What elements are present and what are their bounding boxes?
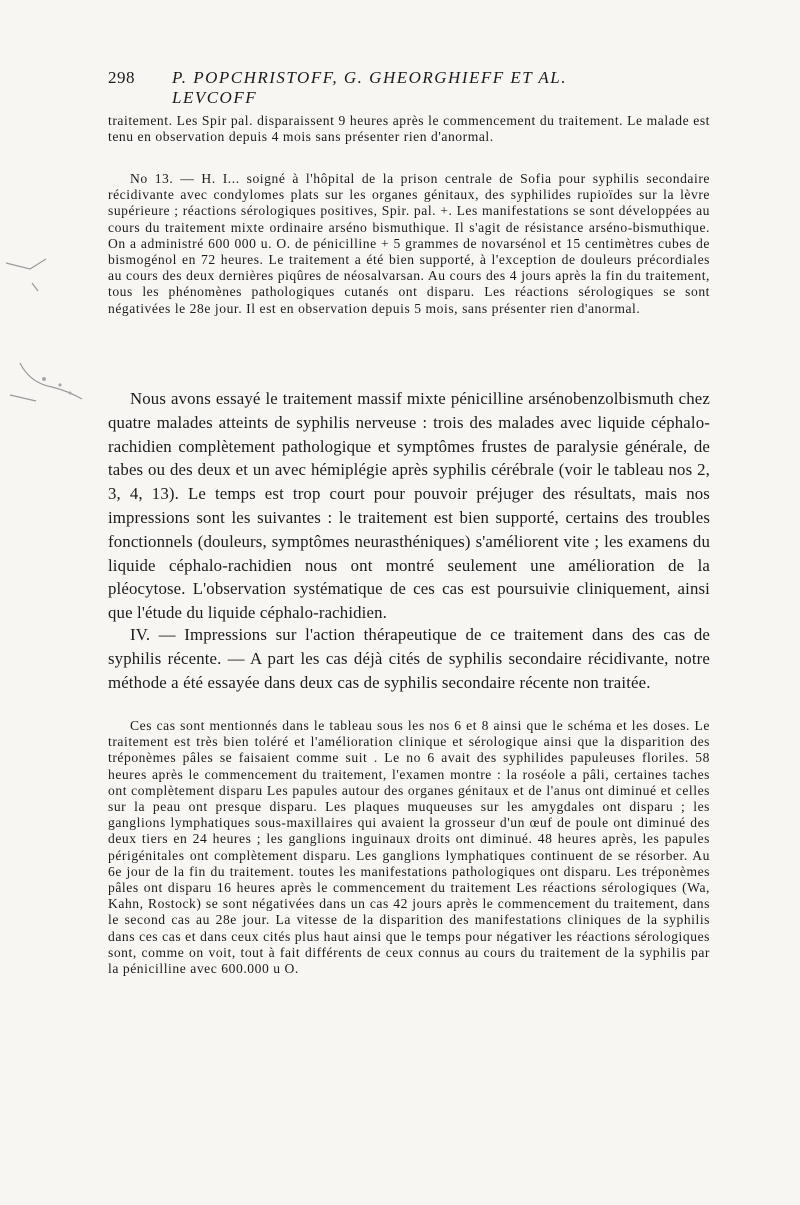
- paragraph-case-12-end: traitement. Les Spir pal. disparaissent 9 heures après le commencement du traitement. Le malade est tenu en observation depuis 4 mois sans présenter rien d'anormal.: [108, 113, 710, 145]
- paragraph-section-iv: IV. — Impressions sur l'action thérapeutique de ce traitement dans des cas de syphilis récente. — A part les cas déjà cités de syphilis secondaire récidivante, notre méthode a été essayée dans deux cas de syphilis secondaire récente non traitée.: [108, 625, 710, 692]
- running-head: P. POPCHRISTOFF, G. GHEORGHIEFF ET AL. LEVCOFF: [172, 68, 567, 107]
- paragraph-recent-cases: Ces cas sont mentionnés dans le tableau sous les nos 6 et 8 ainsi que le schéma et les doses. Le traitement est très bien toléré et l'amélioration clinique et sérologique ainsi que la disparition des tréponèmes pâles se faisaient comme suit . Le no 6 avait des syphilides papuleuses floriles. 58 heures après le commencement du traitement, l'examen montre : la roséole a pâli, certaines taches ont complètement disparu Les papules autour des organes génitaux et de l'anus ont diminué et celles sur la peau ont presque disparu. Les plaques muqueuses sur les amygdales ont disparu ; les ganglions lymphatiques sous-maxillaires qui avaient la grosseur d'un œuf de poule ont diminué des deux tiers en 24 heures ; les ganglions inguinaux droits ont diminué. 48 heures après, les papules périgénitales ont complètement disparu. Les ganglions lymphatiques continuent de se résorber. Au 6e jour de la fin du traitement. toutes les manifestations pathologiques ont disparu. Les tréponèmes pâles ont disparu 16 heures après le commencement du traitement Les réactions sérologiques (Wa, Kahn, Rostock) se sont négativées dans un cas 42 jours après le commencement du traitement, dans le second cas au 28e jour. La vitesse de la disparition des manifestations cliniques de la syphilis dans ces cas et dans ceux cités plus haut ainsi que le temps pour négativer les réactions sérologiques sont, comme on voit, tout à fait différents de ceux connus au cours du traitement de la syphilis par la pénicilline avec 600.000 u O.: [108, 718, 710, 977]
- margin-marks-decoration: [0, 255, 90, 425]
- paragraph-case-13: No 13. — H. I... soigné à l'hôpital de la prison centrale de Sofia pour syphilis secondaire récidivante avec condylomes plats sur les organes génitaux, des syphilides rupioïdes sur la lèvre supérieure ; réactions sérologiques positives, Spir. pal. +. Les manifestations se sont développées au cours du traitement mixte ordinaire arséno bismuthique. Il s'agit de résistance arséno-bismuthique. On a administré 600 000 u. O. de pénicilline + 5 grammes de novarsénol et 15 centimètres cubes de bismogénol en 72 heures. Le traitement a été bien supporté, à l'exception de douleurs précordiales au cours des deux dernières piqûres de néosalvarsan. Au cours des 4 jours après la fin du traitement, tous les phénomènes pathologiques cutanés ont disparu. Les réactions sérologiques se sont négativées le 28e jour. Il est en observation depuis 5 mois, sans présenter rien d'anormal.: [108, 171, 710, 316]
- paragraph-nerve-syphilis: Nous avons essayé le traitement massif mixte pénicilline arsénobenzolbismuth chez quatre malades atteints de syphilis nerveuse : trois des malades avec liquide céphalo-rachidien complètement pathologique et symptômes frustes de paralysie générale, de tabes ou des deux et un avec hémiplégie après syphilis cérébrale (voir le tableau nos 2, 3, 4, 13). Le temps est trop court pour pouvoir préjuger des résultats, mais nos impressions sont les suivantes : le traitement est bien supporté, certains des troubles fonctionnels (douleurs, symptômes neurasthéniques) s'améliorent vite ; les examens du liquide céphalo-rachidien nous ont montré seulement une amélioration de la pléocytose. L'observation systématique de ces cas est poursuivie cliniquement, ainsi que l'étude du liquide céphalo-rachidien.: [108, 389, 710, 623]
- page-number: 298: [108, 68, 135, 87]
- page-header: [108, 68, 648, 107]
